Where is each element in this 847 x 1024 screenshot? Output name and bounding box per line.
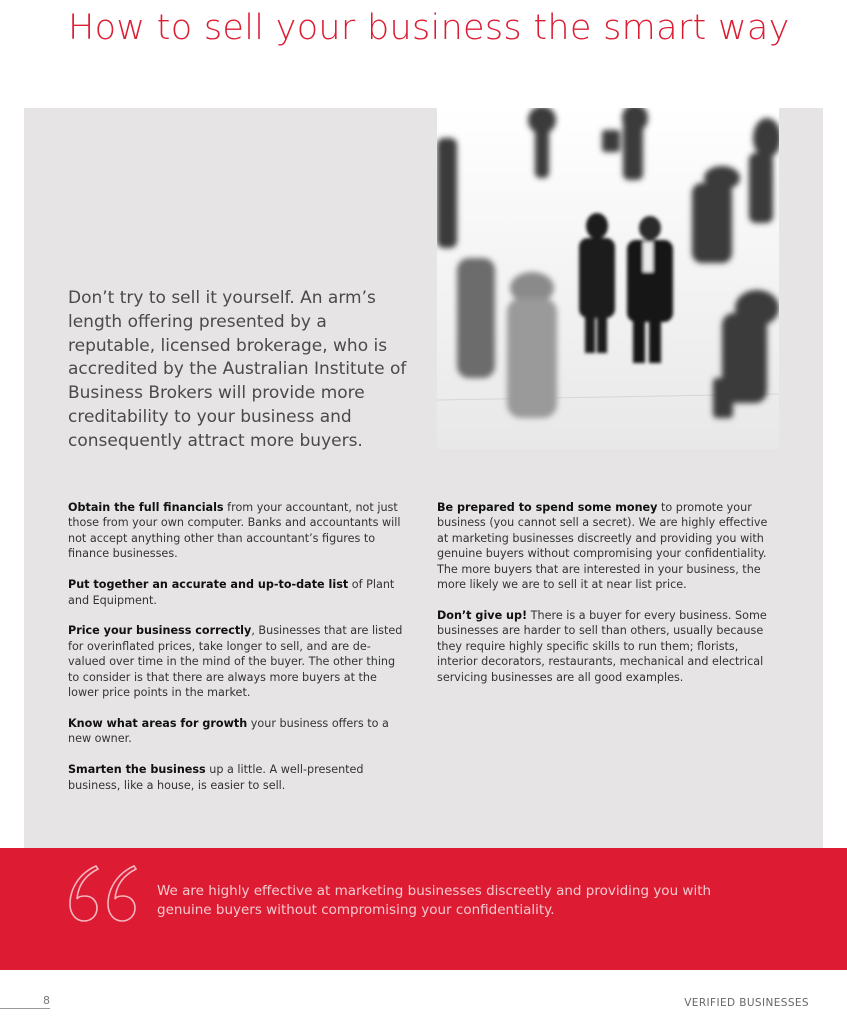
tip-text: from your accountant, not just those from your own computer. Banks and accountants will not accept anything other than accountant’s figures to finance businesses. bbox=[68, 501, 401, 561]
tip-heading: Obtain the full financials bbox=[68, 501, 224, 514]
tip-heading: Be prepared to spend some money bbox=[437, 501, 658, 514]
tip-heading: Put together an accurate and up-to-date list bbox=[68, 578, 349, 592]
tip-heading: Know what areas for growth bbox=[68, 716, 248, 730]
business-people-photo bbox=[437, 108, 779, 449]
tip-paragraph bbox=[437, 500, 777, 592]
tip-text: up a little. A well-presented business, like a house, is easier to sell. bbox=[68, 763, 364, 792]
tip-paragraph bbox=[68, 577, 408, 608]
tip-text: , Businesses that are listed for overinflated prices, take longer to sell, and are de-valued over time in the mind of the buyer. The other thing to consider is that there are always more buyers at the lower price points in the market. bbox=[68, 624, 403, 700]
tip-text: to promote your business (you cannot sell a secret). We are highly effective at marketing businesses discreetly and providing you with genuine buyers without compromising your confidentiality. The more buyers that are interested in your business, the more likely we are to sell it at near list price. bbox=[437, 501, 768, 592]
right-column bbox=[437, 500, 777, 700]
quote-icon bbox=[66, 864, 138, 924]
tip-heading: Smarten the business bbox=[68, 763, 206, 777]
tip-paragraph bbox=[437, 608, 777, 685]
page-number-rule bbox=[0, 1008, 50, 1009]
tip-paragraph bbox=[68, 762, 408, 793]
left-column bbox=[68, 500, 408, 809]
tip-paragraph bbox=[68, 623, 408, 700]
page-title: How to sell your business the smart way bbox=[68, 8, 790, 48]
tip-text: of Plant and Equipment. bbox=[68, 578, 395, 607]
crowd-image bbox=[437, 108, 779, 449]
tip-heading: Price your business correctly bbox=[68, 624, 252, 638]
lead-paragraph: Don’t try to sell it yourself. An arm’s length offering presented by a reputable, licensed brokerage, who is accredited by the Australian Institute of Business Brokers will provide more creditability to your business and consequently attract more buyers. bbox=[68, 288, 407, 451]
page-number: 8 bbox=[43, 994, 50, 1007]
tip-paragraph bbox=[68, 500, 408, 562]
tip-text: There is a buyer for every business. Some businesses are harder to sell than others, usually because they require highly specific skills to run them; florists, interior decorators, restaurants, mechanical and electrical servicing businesses are all good examples. bbox=[437, 608, 767, 684]
footer-brand: VERIFIED BUSINESSES bbox=[684, 997, 809, 1009]
tip-text: your business offers to a new owner. bbox=[68, 716, 389, 746]
tip-paragraph bbox=[68, 716, 408, 747]
pull-quote: We are highly effective at marketing businesses discreetly and providing you with genuine buyers without compromising your confidentiality. bbox=[157, 883, 712, 918]
tip-heading: Don’t give up! bbox=[437, 608, 528, 622]
